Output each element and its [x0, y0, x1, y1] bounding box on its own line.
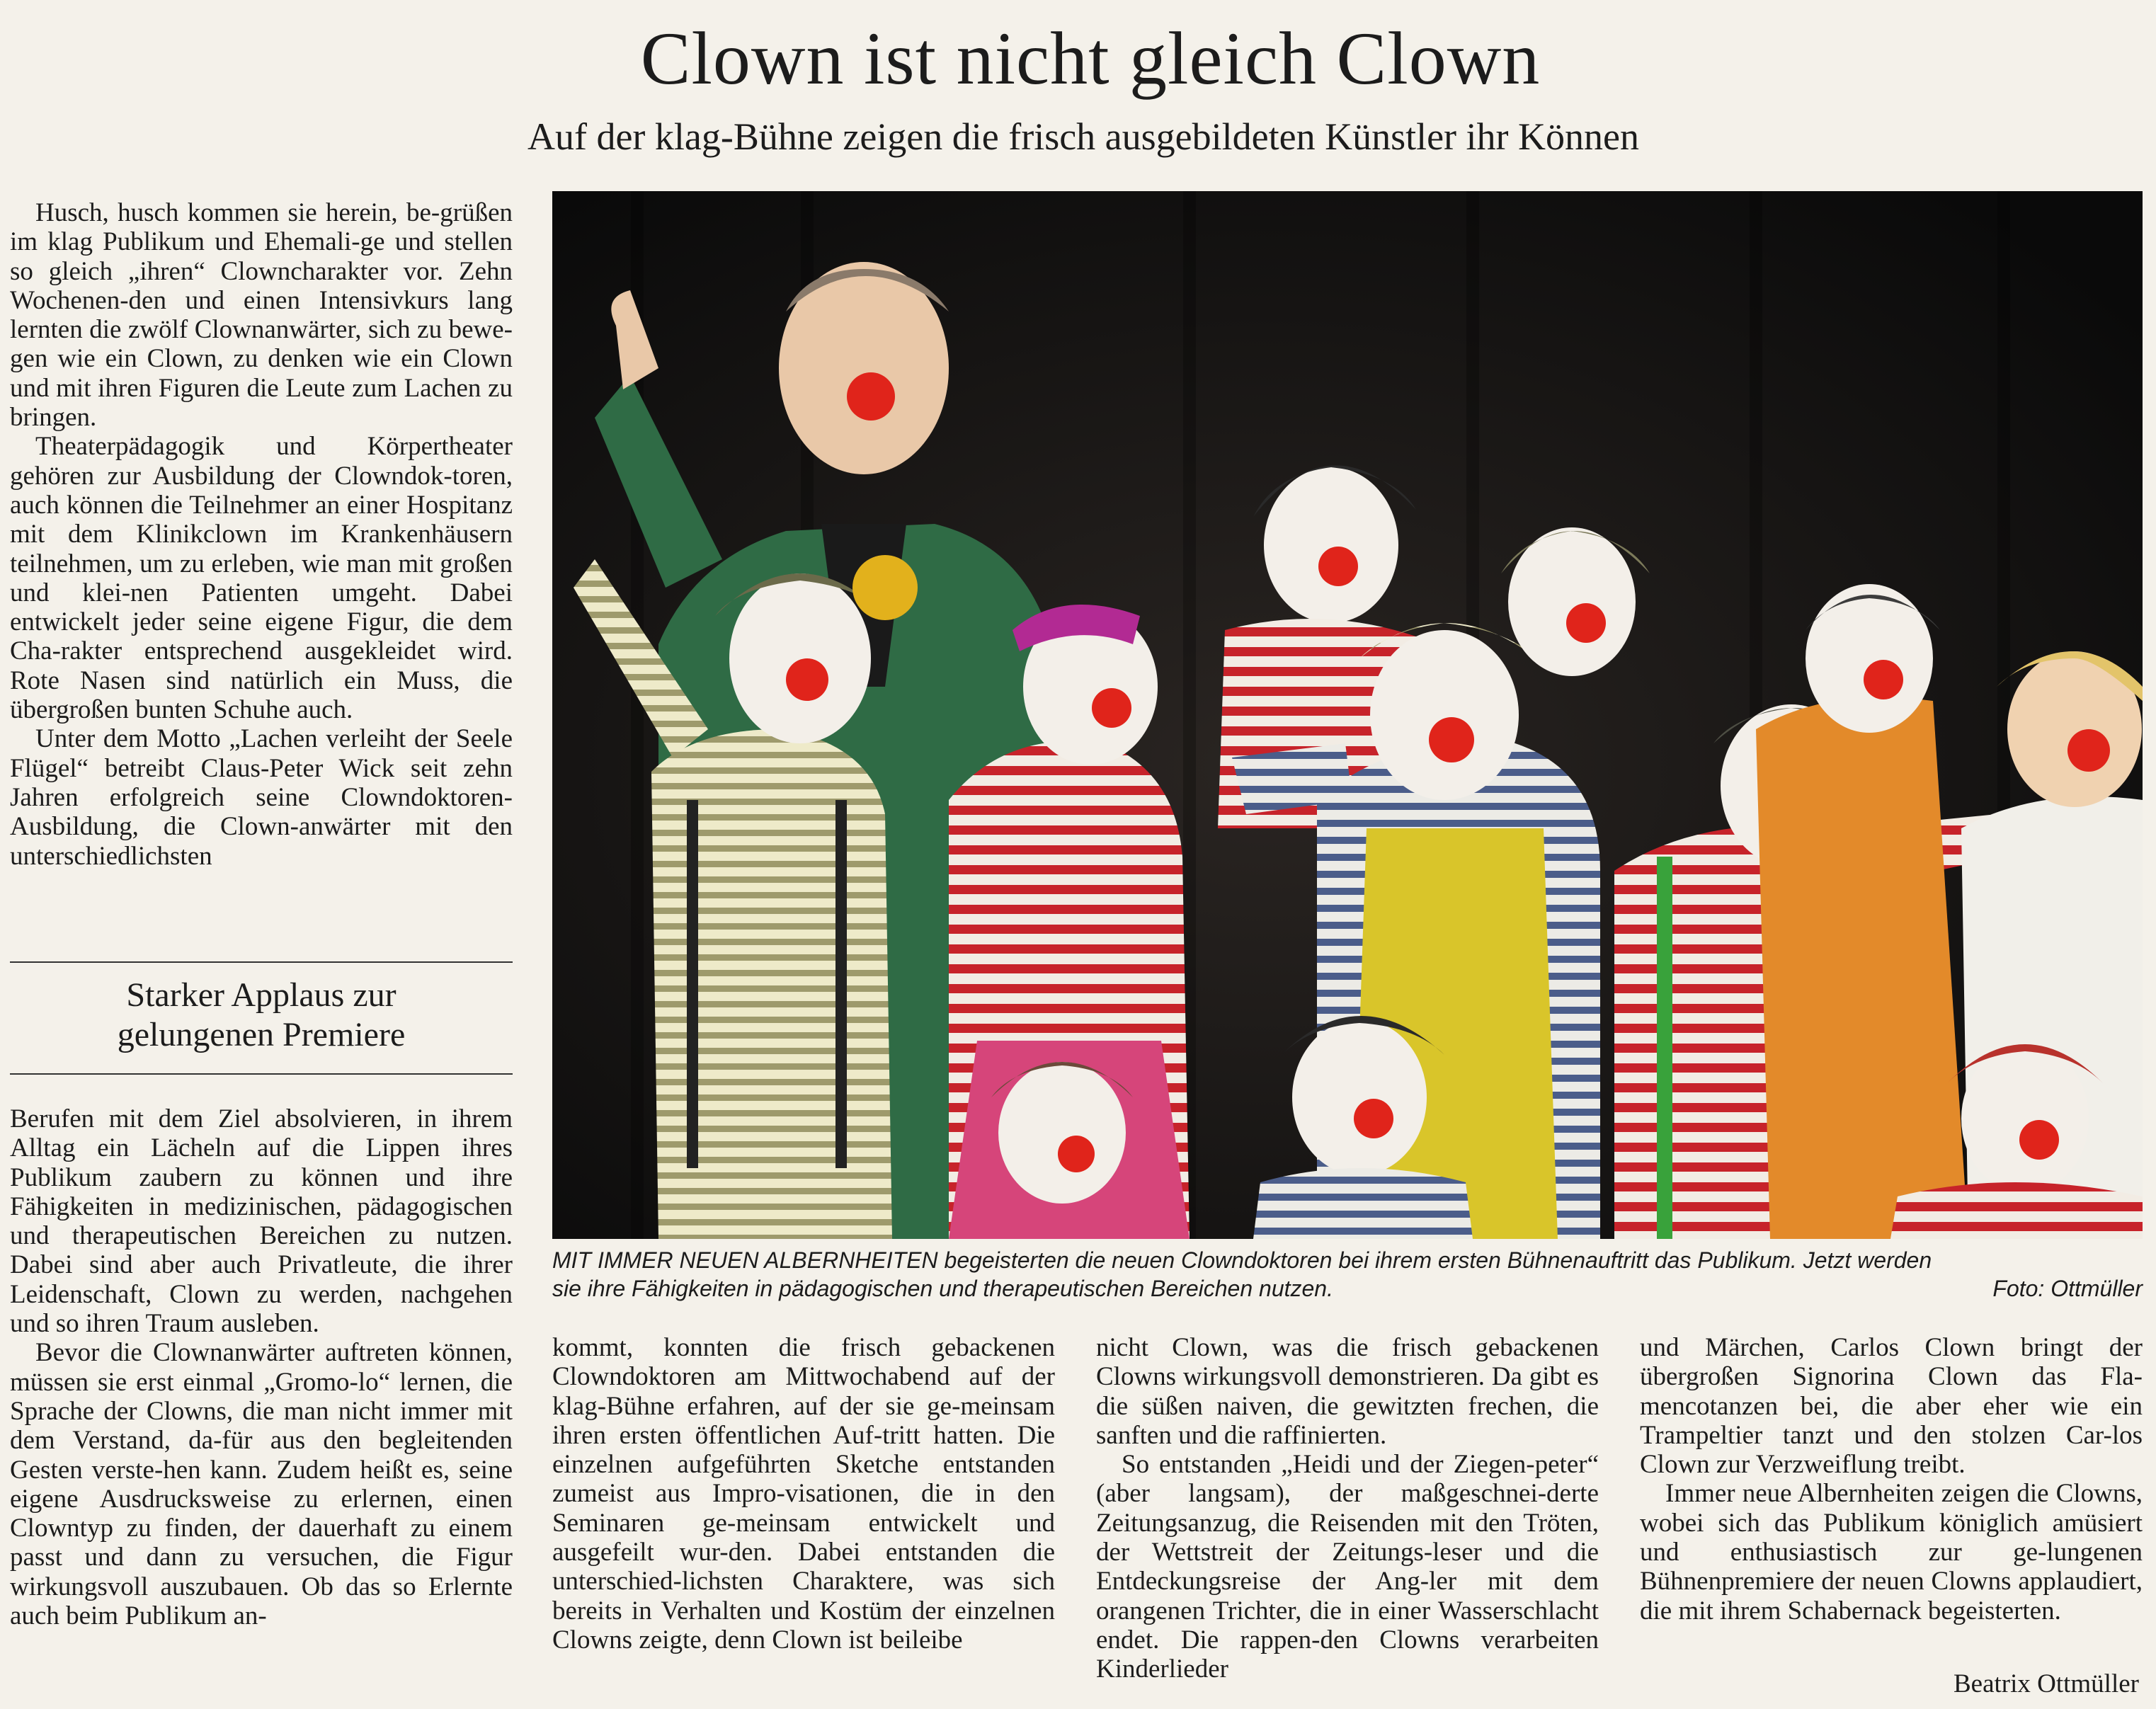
- body-paragraph: kommt, konnten die frisch gebackenen Clowndoktoren am Mittwochabend auf der klag-Bühne erfahren, auf der sie ge-meinsam ihren ersten öffentlichen Auf-tritt hatten. Die einzelnen aufgeführten Sketche entstanden zumeist aus Impro-visationen, die in den Seminaren ge-meinsam entwickelt und ausgefeilt wur-den. Dabei entstanden die unterschied-lichsten Charaktere, was sich bereits in Verhalten und Kostüm der einzelnen Clowns zeigte, denn Clown ist beileibe: [552, 1333, 1055, 1654]
- intro-column: [10, 198, 513, 934]
- intro-paragraph: Theaterpädagogik und Körpertheater gehören zur Ausbildung der Clowndok-toren, auch können die Teilnehmer an einer Hospitanz mit dem Klinikclown im Krankenhäusern teilnehmen, um zu erleben, wie man mit großen und klei-nen Patienten umgeht. Dabei entwickelt jeder seine eigene Figur, die dem Cha-rakter entsprechend ausgekleidet wird. Rote Nasen sind natürlich ein Muss, die übergroßen bunten Schuhe auch.: [10, 432, 513, 725]
- body-paragraph: So entstanden „Heidi und der Ziegen-peter“ (aber langsam), der maßgeschnei-derte Zeitungsanzug, die Reisenden mit den Tröten, der Wettstreit der Zeitungs-leser und die Entdeckungsreise der Ang-ler mit dem orangenen Trichter, die in einer Wasserschlacht endet. Die rappen-den Clowns verarbeiten Kinderlieder: [1096, 1450, 1599, 1684]
- subheading: [10, 976, 513, 1055]
- body-paragraph: nicht Clown, was die frisch gebackenen Clowns wirkungsvoll demonstrieren. Da gibt es die süßen naiven, die gewitzten frechen, die sanften und die raffinierten.: [1096, 1333, 1599, 1450]
- body-column-4: [1640, 1333, 2143, 1666]
- body-column-1: [10, 1104, 513, 1692]
- article-photo: [552, 191, 2143, 1239]
- body-column-2: [552, 1333, 1055, 1687]
- subheading-line: gelungenen Premiere: [117, 1016, 406, 1053]
- clowns-on-stage-illustration: [552, 191, 2143, 1239]
- body-paragraph: Bevor die Clownanwärter auftreten können, müssen sie erst einmal „Gromo-lo“ lernen, die Sprache der Clowns, die man nicht immer mit dem Verstand, da-für aus den begleitenden Gesten verste-hen kann. Zudem heißt es, seine eigene Ausdrucksweise zu erlernen, einen Clowntyp zu finden, der dauerhaft zu einem passt und dann zu versuchen, die Figur wirkungsvoll auszubauen. Ob das so Erlernte auch beim Publikum an-: [10, 1338, 513, 1631]
- body-paragraph: Berufen mit dem Ziel absolvieren, in ihrem Alltag ein Lächeln auf die Lippen ihres Publikum zaubern zu können und ihre Fähigkeiten in medizinischen, pädagogischen und therapeutischen Bereichen zu nutzen. Dabei sind aber auch Privatleute, die ihrer Leidenschaft, Clown zu werden, nachgehen und so ihren Traum ausleben.: [10, 1104, 513, 1339]
- body-paragraph: und Märchen, Carlos Clown bringt der übergroßen Signorina Clown das Fla-mencotanzen bei, die aber eher wie ein Trampeltier tanzt und den stolzen Car-los Clown zur Verzweiflung treibt.: [1640, 1333, 2143, 1480]
- adjacent-article-bleed-left: [0, 0, 163, 184]
- subheading-rule-bottom: [10, 1073, 513, 1075]
- subheadline: Auf der klag-Bühne zeigen die frisch ausgebildeten Künstler ihr Können: [527, 115, 1639, 158]
- caption-lead: MIT IMMER NEUEN ALBERNHEITEN: [552, 1247, 938, 1273]
- subheading-rule-top: [10, 961, 513, 963]
- caption-text: begeisterten die neuen Clowndoktoren bei ihrem ersten Bühnenauftritt das Publikum. Jetzt werden sie ihre Fähigkeiten in pädagogischen und therapeutischen Bereichen nutzen.: [552, 1247, 1932, 1301]
- body-paragraph: Immer neue Albernheiten zeigen die Clowns, wobei sich das Publikum königlich amüsiert und enthusiastisch zur ge-lungenen Bühnenpremiere der neuen Clowns applaudiert, die mit ihrem Schabernack begeisterten.: [1640, 1479, 2143, 1625]
- headline: Clown ist nicht gleich Clown: [640, 17, 1541, 100]
- subheading-line: Starker Applaus zur: [126, 976, 397, 1014]
- intro-paragraph: Husch, husch kommen sie herein, be-grüßen im klag Publikum und Ehemali-ge und stellen so gleich „ihren“ Clowncharakter vor. Zehn Wochenen-den und einen Intensivkurs lang lernten die zwölf Clownanwärter, sich zu bewe-gen wie ein Clown, zu denken wie ein Clown und mit ihren Figuren die Leute zum Lachen zu bringen.: [10, 198, 513, 433]
- author-byline: Beatrix Ottmüller: [1953, 1669, 2139, 1698]
- body-column-3: [1096, 1333, 1599, 1687]
- photo-caption: [552, 1246, 1954, 1303]
- photo-credit: Foto: Ottmüller: [1992, 1276, 2143, 1301]
- intro-paragraph: Unter dem Motto „Lachen verleiht der Seele Flügel“ betreibt Claus-Peter Wick seit zehn Jahren erfolgreich seine Clowndoktoren-Ausbildung, die Clown-anwärter mit den unterschiedlichsten: [10, 724, 513, 871]
